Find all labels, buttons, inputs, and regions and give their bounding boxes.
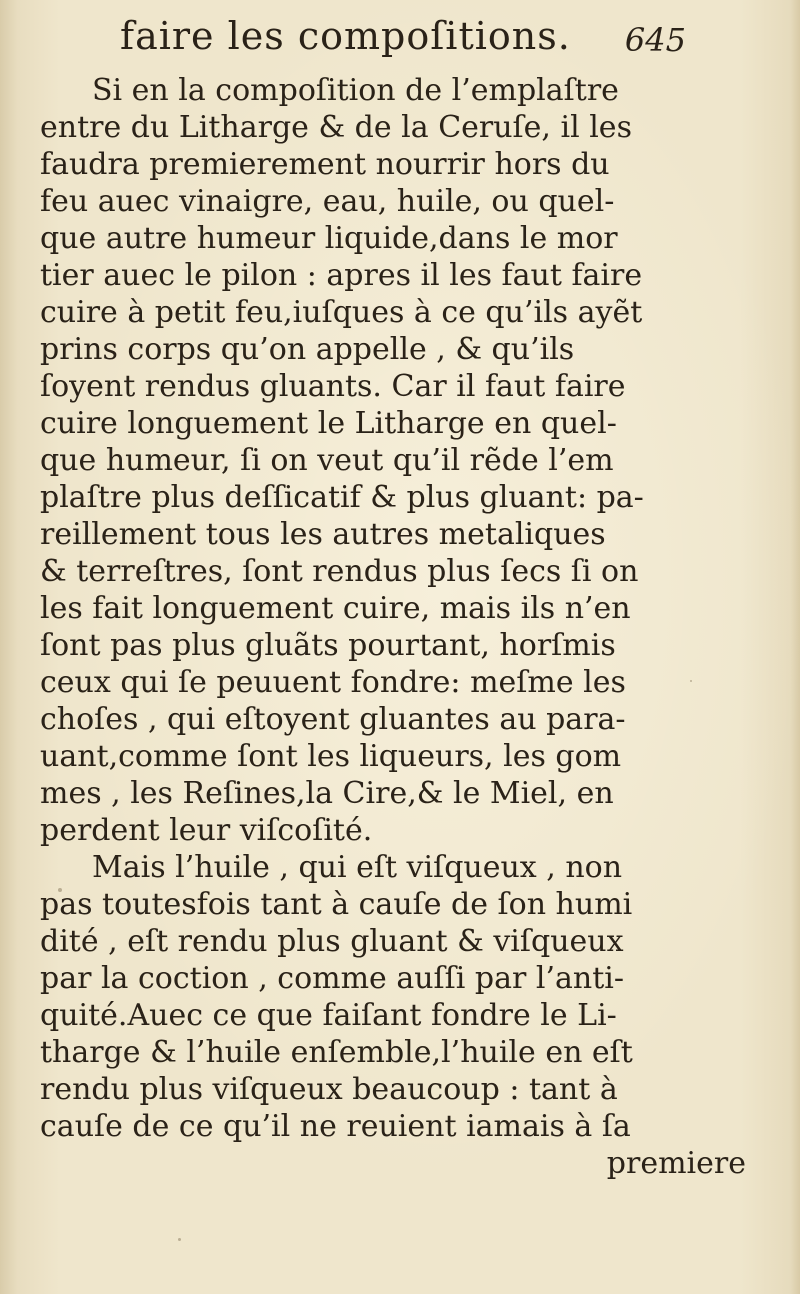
text-line: que autre humeur liquide,dans le mor (40, 221, 618, 256)
text-line: cauſe de ce qu’il ne reuient iamais à ſa (40, 1109, 631, 1144)
text-line: perdent leur viſcoſité. (40, 813, 373, 848)
text-line: Si en la compoſition de l’emplaſtre (92, 73, 619, 108)
paper-speck (178, 1238, 181, 1241)
text-line: mes , les Reſines,la Cire,& le Miel, en (40, 776, 614, 811)
text-line: dité , eſt rendu plus gluant & viſqueux (40, 924, 624, 959)
text-line: par la coction , comme auſſi par l’anti- (40, 961, 624, 996)
text-line: les fait longuement cuire, mais ils n’en (40, 591, 631, 626)
text-line: quité.Auec ce que faiſant fondre le Li- (40, 998, 617, 1033)
text-line: cuire longuement le Litharge en quel- (40, 406, 617, 441)
text-line: rendu plus viſqueux beaucoup : tant à (40, 1072, 618, 1107)
text-line: ſoyent rendus gluants. Car il faut faire (40, 369, 626, 404)
paper-speck (690, 680, 692, 682)
text-line: reillement tous les autres metaliques (40, 517, 606, 552)
body-text (40, 72, 750, 1182)
text-line: entre du Litharge & de la Ceruſe, il les (40, 110, 632, 145)
page-number: 645 (624, 21, 686, 59)
text-line: feu auec vinaigre, eau, huile, ou quel- (40, 184, 615, 219)
text-line: plaſtre plus deſſicatif & plus gluant: pa- (40, 480, 644, 515)
text-line: choſes , qui eſtoyent gluantes au para- (40, 702, 626, 737)
text-line: & terreſtres, ſont rendus plus ſecs ſi on (40, 554, 639, 589)
text-line: pas toutesfois tant à cauſe de ſon humi (40, 887, 633, 922)
page-header (120, 10, 686, 62)
running-title: faire les compoſitions. (120, 14, 571, 58)
text-line: uant,comme ſont les liqueurs, les gom (40, 739, 622, 774)
catchword: premiere (606, 1146, 746, 1181)
text-line: prins corps qu’on appelle , & qu’ils (40, 332, 575, 367)
text-line: ſont pas plus gluãts pourtant, horſmis (40, 628, 616, 663)
text-line: cuire à petit feu,iuſques à ce qu’ils ayẽt (40, 295, 643, 330)
text-line: faudra premierement nourrir hors du (40, 147, 610, 182)
paper-speck (58, 888, 62, 892)
text-line: tier auec le pilon : apres il les faut faire (40, 258, 643, 293)
text-line: ceux qui ſe peuuent fondre: meſme les (40, 665, 626, 700)
text-line: tharge & l’huile enſemble,l’huile en eſt (40, 1035, 633, 1070)
text-line: Mais l’huile , qui eſt viſqueux , non (92, 850, 623, 885)
text-line: que humeur, ſi on veut qu’il rẽde l’em (40, 443, 614, 478)
